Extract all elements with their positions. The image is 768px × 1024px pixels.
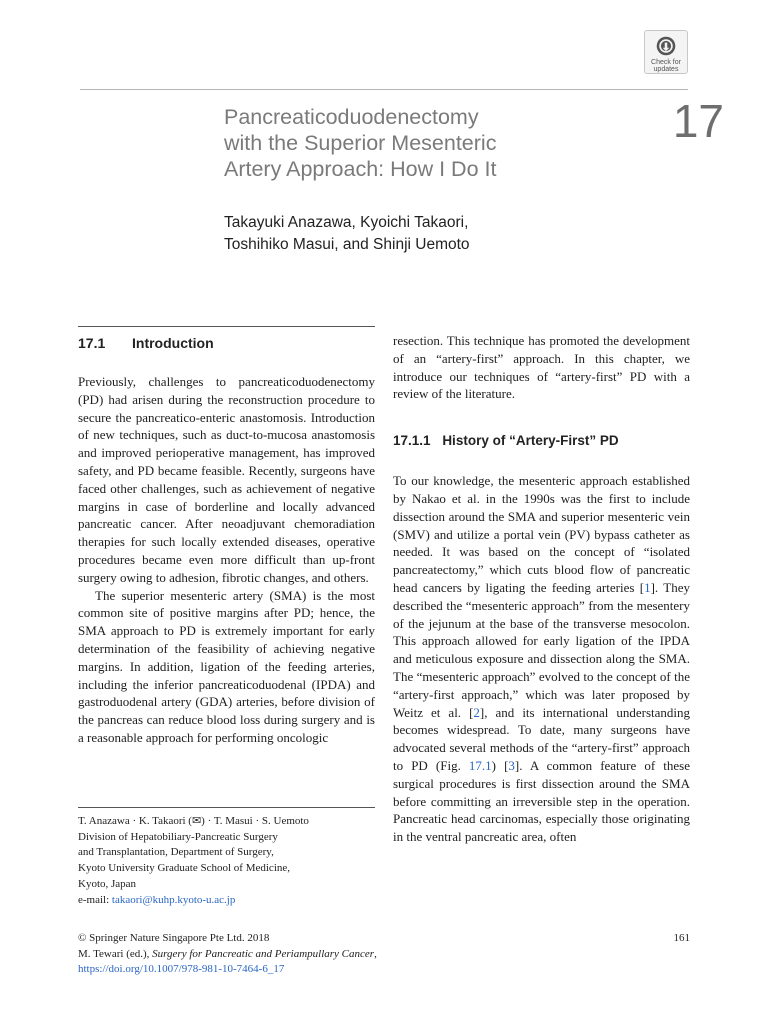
page-footer [78,931,690,978]
affiliation-line-4: Kyoto, Japan [78,877,137,890]
chapter-number: 17 [672,95,724,147]
affiliation-line-2: and Transplantation, Department of Surgery, [78,846,274,859]
top-rule [80,89,688,90]
section-title: Introduction [132,335,214,351]
figure-link[interactable]: 17.1 [468,757,492,773]
history-paragraph [393,472,690,846]
section-heading [78,333,375,353]
footnote-authors: T. Anazawa · K. Takaori (✉) · T. Masui · S. Uemoto [78,815,309,827]
page-number: 161 [673,932,690,944]
chapter-title: Pancreaticoduodenectomy with the Superior Mesenteric Artery Approach: How I Do It [224,105,497,181]
subsection-number: 17.1.1 [393,433,431,449]
reference-link-2[interactable]: 2 [473,704,480,720]
reference-link-1[interactable]: 1 [644,579,651,595]
email-label: e-mail: [78,893,112,906]
doi-link[interactable]: https://doi.org/10.1007/978-981-10-7464-6_17 [78,963,285,975]
intro-paragraph-2: The superior mesenteric artery (SMA) is the most common site of positive margins after PD; hence, the SMA approach to PD is extremely important for early determination of the feasibility of achieving negative margins. In addition, ligation of the feeding arteries, including the inferior pancreaticoduodenal (IPDA) and gastroduodenal artery (GDA) arteries, before division of the pancreas can reduce blood loss during surgery and is a reasonable approach for performing oncologic [78,587,375,745]
right-column [393,332,690,846]
editor-text: M. Tewari (ed.), [78,947,153,960]
section-number: 17.1 [78,335,106,351]
email-link[interactable]: takaori@kuhp.kyoto-u.ac.jp [111,893,236,906]
footnote-rule [78,807,375,808]
left-column [78,326,375,747]
subsection-heading [393,431,690,451]
citation-line [78,947,690,963]
email-line [78,893,375,909]
check-for-updates-badge[interactable] [644,30,688,74]
book-title-suffix: , [374,947,377,960]
book-title: Surgery for Pancreatic and Periampullary Cancer [152,947,375,960]
intro-paragraph-continued: resection. This technique has promoted the development of an “artery-first” approach. In this chapter, we introduce our techniques of “artery-first” PD with a review of the literature. [393,333,690,402]
history-text-2: ]. They described the “mesenteric approach” from the mesentery of the jejunum at the base of the transverse mesocolon. This approach allowed for early ligation of the IPDA and meticulous exposure and dissection along the SMA. The “mesenteric approach” evolved to the concept of the “artery-first approach,” which was later proposed by Weitz et al. [ [393,579,690,720]
affiliation-line-3: Kyoto University Graduate School of Medicine, [78,862,291,875]
history-text-5: ]. A common feature of these surgical procedures is first dissection around the SMA before committing an irreversible step in the operation. Pancreatic head carcinomas, especially those originating in the ventral pancreatic area, often [393,757,690,845]
subsection-title: History of “Artery-First” PD [442,433,619,449]
author-list: Takayuki Anazawa, Kyoichi Takaori, Toshihiko Masui, and Shinji Uemoto [224,214,470,253]
intro-paragraph-1: Previously, challenges to pancreaticoduodenectomy (PD) had arisen during the reconstruction procedure to secure the pancreatico-enteric anastomosis. Introduction of new techniques, such as duct-to-mucosa anastomosis and improved perioperative management, has improved safety, and PD became feasible. Recently, surgeons have faced other challenges, such as achievement of negative margins in case of borderline and locally advanced pancreatic cancer. After neoadjuvant chemoradiation therapies for such locally extended diseases, operative procedures became even more difficult than up-front surgery owing to adhesion, fibrotic changes, and others. [78,374,375,585]
reference-link-3[interactable]: 3 [508,757,515,773]
crossmark-icon [653,35,679,57]
history-text-4: ) [ [491,757,509,773]
history-text-3: ], and its international understanding becomes widespread. To date, many surgeons have advocated several methods of the “artery-first” approach to PD (Fig. [393,704,691,773]
affiliation-footnote [78,807,375,908]
copyright-line: © Springer Nature Singapore Pte Ltd. 2018 [78,932,270,944]
badge-label: Check for updates [651,59,681,73]
section-rule [78,326,375,327]
history-text-1: To our knowledge, the mesenteric approach established by Nakao et al. in the 1990s was the first to include dissection around the SMA and superior mesenteric vein (SMV) and utilize a portal vein (PV) bypass catheter as needed. It was based on the concept of “isolated pancreatectomy,” which cuts blood flow of pancreatic head cancers by ligating the feeding arteries [ [393,473,690,595]
affiliation-line-1: Division of Hepatobiliary-Pancreatic Surgery [78,830,278,843]
